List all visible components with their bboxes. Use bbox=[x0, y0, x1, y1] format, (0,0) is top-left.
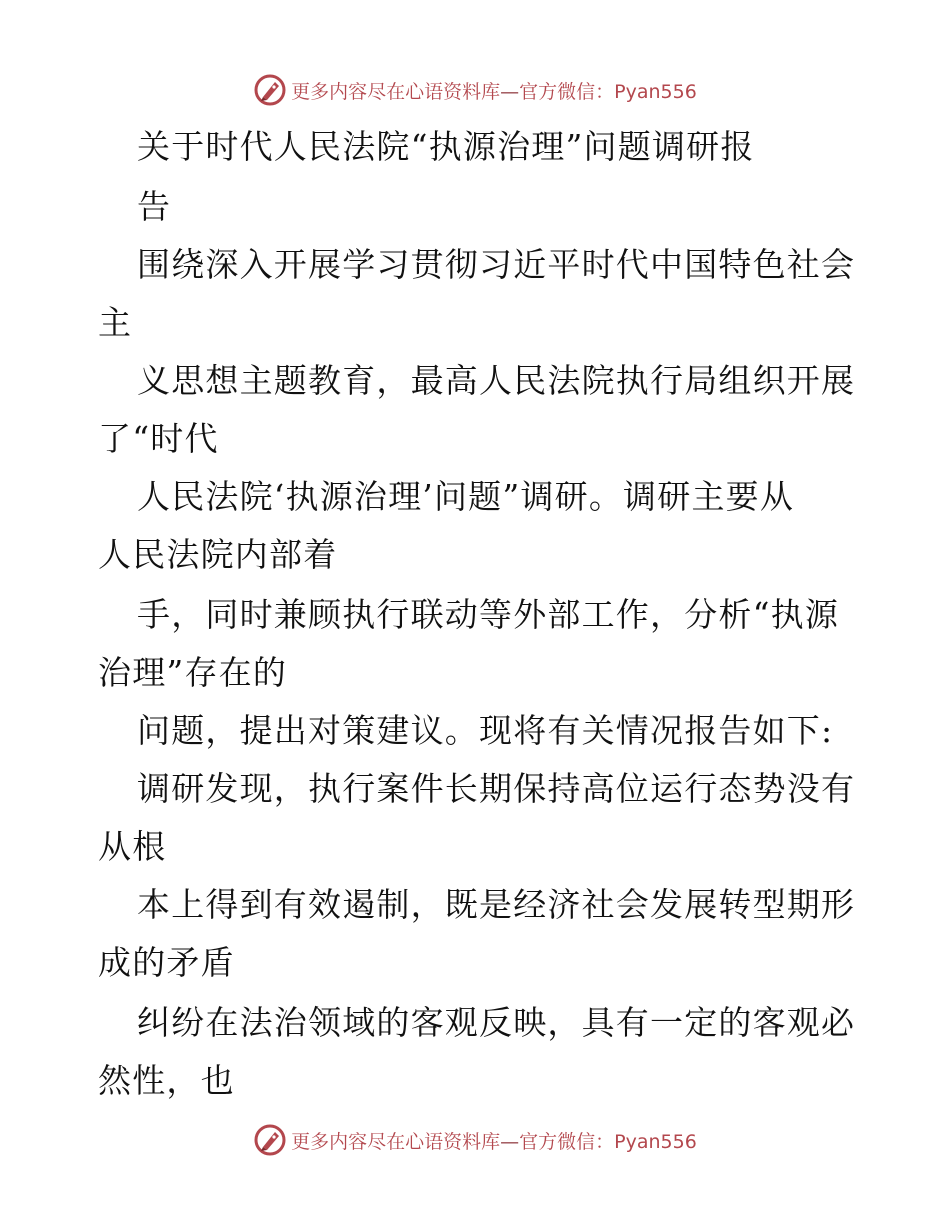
body-line: 然性，也 bbox=[98, 1061, 235, 1100]
banner-contact: 官方微信：Pyan556 bbox=[519, 80, 697, 103]
body-line: 成的矛盾 bbox=[98, 943, 235, 982]
banner-text bbox=[291, 77, 697, 104]
banner-separator: — bbox=[500, 1130, 520, 1153]
header-banner bbox=[0, 70, 950, 110]
banner-title: 更多内容尽在心语资料库 bbox=[291, 1130, 501, 1153]
banner-separator: — bbox=[500, 80, 520, 103]
body-line: 义思想主题教育，最高人民法院执行局组织开展 bbox=[137, 361, 856, 400]
body-line: 治理”存在的 bbox=[98, 653, 288, 692]
body-line: 调研发现，执行案件长期保持高位运行态势没有 bbox=[137, 769, 856, 808]
body-line: 问题，提出对策建议。现将有关情况报告如下: bbox=[137, 711, 834, 750]
body-line: 纠纷在法治领域的客观反映，具有一定的客观必 bbox=[137, 1003, 856, 1042]
banner-text bbox=[291, 1127, 697, 1154]
body-line: 围绕深入开展学习贯彻习近平时代中国特色社会 bbox=[137, 245, 856, 284]
body-line: 主 bbox=[98, 303, 133, 342]
body-line: 本上得到有效遏制，既是经济社会发展转型期形 bbox=[137, 885, 856, 924]
title-line-2: 告 bbox=[137, 187, 172, 226]
body-line: 人民法院内部着 bbox=[98, 535, 338, 574]
body-line: 人民法院‘执源治理’问题”调研。调研主要从 bbox=[137, 477, 795, 516]
pen-nib-logo-icon bbox=[253, 73, 287, 107]
body-line: 从根 bbox=[98, 827, 167, 866]
footer-banner bbox=[0, 1120, 950, 1160]
banner-contact: 官方微信：Pyan556 bbox=[519, 1130, 697, 1153]
banner-title: 更多内容尽在心语资料库 bbox=[291, 80, 501, 103]
pen-nib-logo-icon bbox=[253, 1123, 287, 1157]
title-line-1: 关于时代人民法院“执源治理”问题调研报 bbox=[137, 127, 755, 166]
body-line: 了“时代 bbox=[98, 419, 219, 458]
body-line: 手，同时兼顾执行联动等外部工作，分析“执源 bbox=[137, 595, 840, 634]
